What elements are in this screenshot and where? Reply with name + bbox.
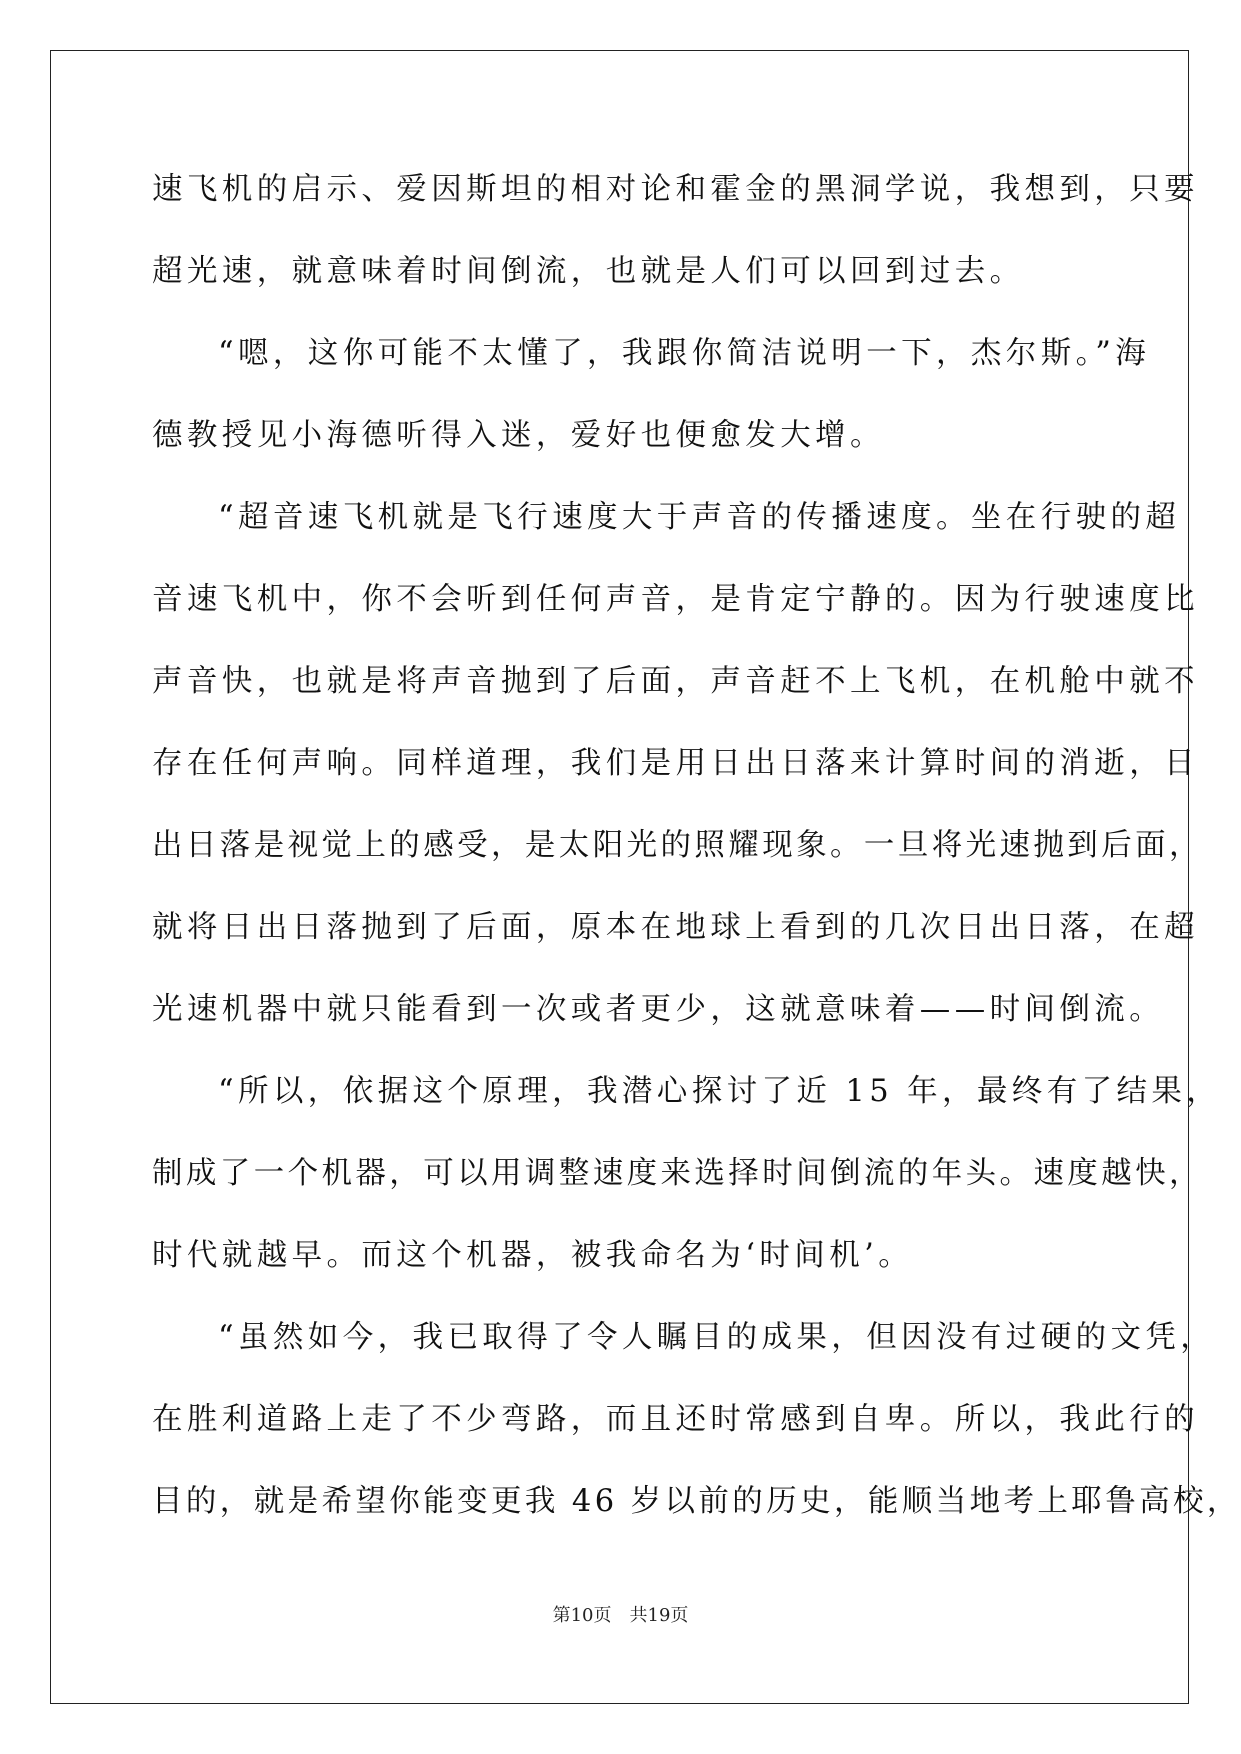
text-line: 时代就越早。而这个机器，被我命名为‘时间机’。 — [152, 1238, 914, 1273]
text-line: 就将日出日落抛到了后面，原本在地球上看到的几次日出日落，在超 — [152, 910, 1199, 945]
text-line: 超光速，就意味着时间倒流，也就是人们可以回到过去。 — [152, 254, 1025, 289]
text-line: 音速飞机中，你不会听到任何声音，是肯定宁静的。因为行驶速度比 — [152, 582, 1199, 617]
text-line: 存在任何声响。同样道理，我们是用日出日落来计算时间的消逝，日 — [152, 746, 1199, 781]
text-line: 德教授见小海德听得入迷，爱好也便愈发大增。 — [152, 418, 885, 453]
page-footer — [0, 1604, 1241, 1628]
text-line: “超音速飞机就是飞行速度大于声音的传播速度。坐在行驶的超 — [218, 500, 1181, 535]
document-body — [152, 164, 1241, 1558]
text-line: “所以，依据这个原理，我潜心探讨了近 15 年，最终有了结果， — [218, 1074, 1222, 1109]
text-line: 速飞机的启示、爱因斯坦的相对论和霍金的黑洞学说，我想到，只要 — [152, 172, 1199, 207]
text-line: 在胜利道路上走了不少弯路，而且还时常感到自卑。所以，我此行的 — [152, 1402, 1199, 1437]
text-line: 光速机器中就只能看到一次或者更少，这就意味着——时间倒流。 — [152, 992, 1165, 1027]
text-line: 目的，就是希望你能变更我 46 岁以前的历史，能顺当地考上耶鲁高校， — [152, 1484, 1241, 1519]
text-line: 声音快，也就是将声音抛到了后面，声音赶不上飞机，在机舱中就不 — [152, 664, 1199, 699]
text-line: “嗯，这你可能不太懂了，我跟你简洁说明一下，杰尔斯。”海 — [218, 336, 1151, 371]
text-line: 制成了一个机器，可以用调整速度来选择时间倒流的年头。速度越快， — [152, 1156, 1203, 1191]
text-line: 出日落是视觉上的感受，是太阳光的照耀现象。一旦将光速抛到后面， — [152, 828, 1203, 863]
page-number: 第10页 — [552, 1605, 612, 1626]
text-line: “虽然如今，我已取得了令人瞩目的成果，但因没有过硬的文凭， — [218, 1320, 1216, 1355]
page-total: 共19页 — [629, 1605, 689, 1626]
